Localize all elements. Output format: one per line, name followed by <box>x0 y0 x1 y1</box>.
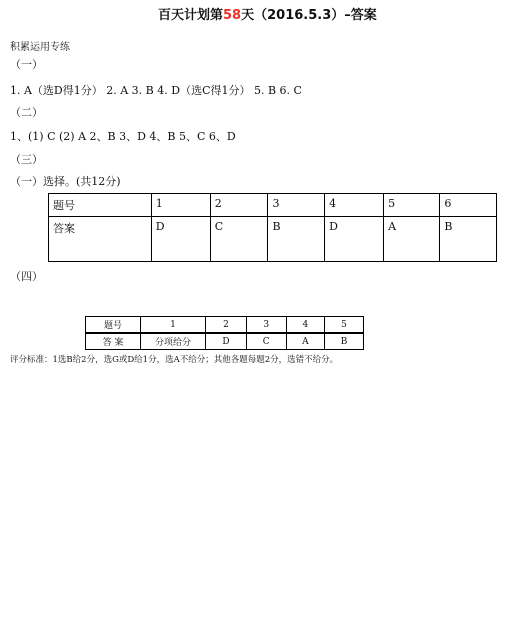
table-cell: 题号 <box>49 194 152 217</box>
table-cell: 1 <box>151 194 210 217</box>
table-cell: B <box>325 333 364 350</box>
table-cell: A <box>286 333 324 350</box>
section-2-answers: 1、(1) C (2) A 2、B 3、D 4、B 5、C 6、D <box>10 130 236 143</box>
table-cell: C <box>246 333 286 350</box>
table-cell: 答案 <box>49 217 152 262</box>
table-cell: B <box>268 217 325 262</box>
section-3-subheading: （一）选择。(共12分) <box>10 175 121 188</box>
title-suffix: 天（2016.5.3）–答案 <box>241 8 377 23</box>
table-cell: D <box>325 217 384 262</box>
section-heading: 积累运用专练 <box>10 42 70 53</box>
section-4-label: （四） <box>10 270 43 283</box>
section-2-label: （二） <box>10 106 43 119</box>
table-cell: 5 <box>325 317 364 334</box>
scoring-note: 评分标准：1选B给2分，选G或D给1分，选A不给分；其他各题每题2分，选错不给分。 <box>10 355 339 365</box>
title-prefix: 百天计划第 <box>158 8 224 23</box>
table-cell: D <box>151 217 210 262</box>
table-cell: D <box>206 333 247 350</box>
table-cell: C <box>210 217 268 262</box>
table-cell: 答 案 <box>86 333 141 350</box>
table-row <box>49 217 497 262</box>
table-row <box>86 333 364 350</box>
table-cell: 2 <box>206 317 247 334</box>
table-row <box>86 317 364 334</box>
section-1-answers: 1. A（选D得1分） 2. A 3. B 4. D（选C得1分） 5. B 6. C <box>10 84 302 97</box>
answer-table-2 <box>85 316 364 350</box>
table-cell: 3 <box>246 317 286 334</box>
table-cell: 3 <box>268 194 325 217</box>
table-cell: 4 <box>325 194 384 217</box>
table-cell: 5 <box>384 194 440 217</box>
section-3-label: （三） <box>10 153 43 166</box>
section-1-label: （一） <box>10 58 43 71</box>
table-cell: 1 <box>141 317 206 334</box>
table-cell: 6 <box>440 194 497 217</box>
table-cell: 分项给分 <box>141 333 206 350</box>
answer-table-1 <box>48 193 497 262</box>
table-cell: A <box>384 217 440 262</box>
table-cell: B <box>440 217 497 262</box>
table-cell: 2 <box>210 194 268 217</box>
title-day-number: 58 <box>223 8 242 23</box>
table-cell: 4 <box>286 317 324 334</box>
table-row <box>49 194 497 217</box>
table-cell: 题号 <box>86 317 141 334</box>
page-title <box>158 4 377 23</box>
